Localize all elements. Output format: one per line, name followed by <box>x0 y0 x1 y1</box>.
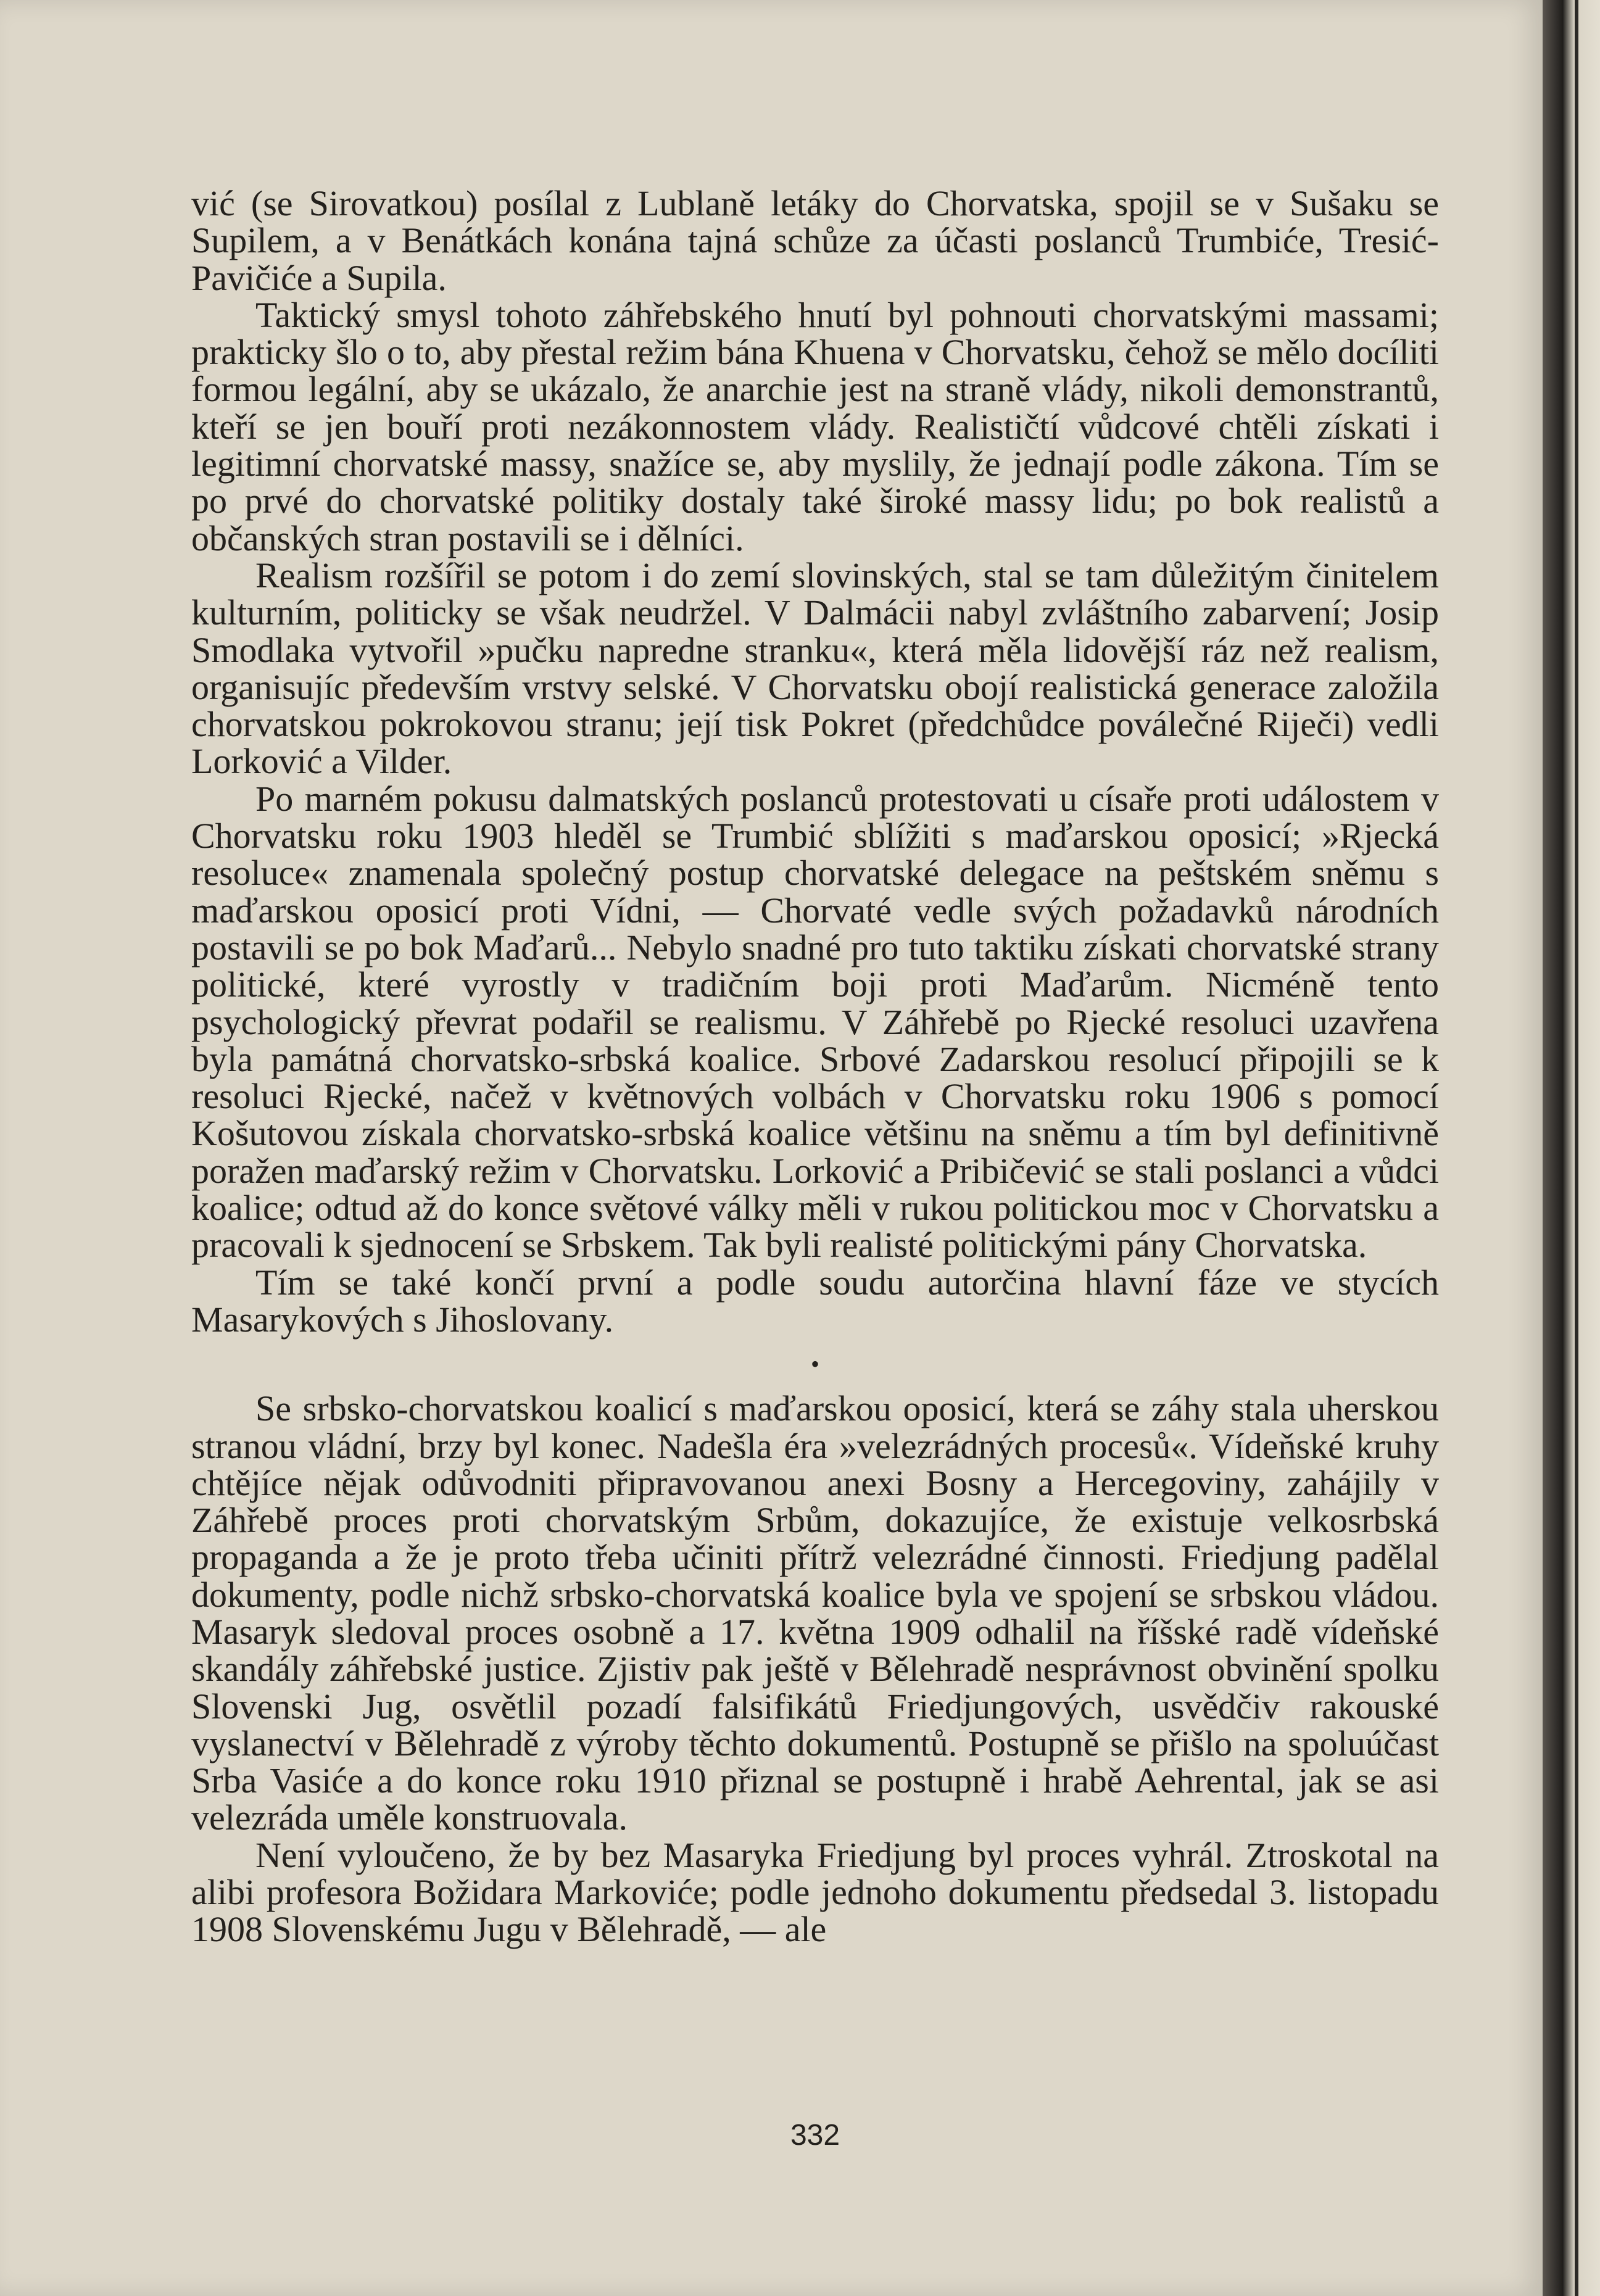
binding-gutter <box>1575 0 1578 2296</box>
section-break-mark: • <box>810 1350 819 1378</box>
next-page-edge <box>1543 0 1600 2296</box>
paragraph: vić (se Sirovatkou) posílal z Lublaně letáky do Chorvatska, spojil se v Sušaku se Supilem, a v Benátkách konána tajná schůze za účasti poslanců Trumbiće, Tresić-Pavičiće a Supila. <box>191 183 1439 298</box>
body-text <box>191 185 1439 1949</box>
page-number: 332 <box>790 2119 840 2152</box>
paragraph: Taktický smysl tohoto záhřebského hnutí byl pohnouti chorvatskými massami; prakticky šlo o to, aby přestal režim bána Khuena v Chorvatsku, čehož se mělo docíliti formou legální, aby se ukázalo, že anarchie jest na straně vlády, nikoli demonstrantů, kteří se jen bouří proti nezákonnostem vlády. Realističtí vůdcové chtěli získati i legitimní chorvatské massy, snažíce se, aby myslily, že jednají podle zákona. Tím se po prvé do chorvatské politiky dostaly také široké massy lidu; po bok realistů a občanských stran postavili se i dělníci. <box>191 294 1439 558</box>
paragraph: Realism rozšířil se potom i do zemí slovinských, stal se tam důležitým činitelem kulturním, politicky se však neudržel. V Dalmácii nabyl zvláštního zabarvení; Josip Smodlaka vytvořil »pučku napredne stranku«, která měla lidovější ráz než realism, organisujíc především vrstvy selské. V Chorvatsku obojí realistická generace založila chorvatskou pokrokovou stranu; její tisk Pokret (předchůdce poválečné Riječi) vedli Lorković a Vilder. <box>191 555 1439 782</box>
paragraph: Po marném pokusu dalmatských poslanců protestovati u císaře proti událostem v Chorvatsku roku 1903 hleděl se Trumbić sblížiti s maďarskou oposicí; »Rjecká resoluce« znamenala společný postup chorvatské delegace na peštském sněmu s maďarskou oposicí proti Vídni, — Chorvaté vedle svých požadavků národních postavili se po bok Maďarů... Nebylo snadné pro tuto taktiku získati chorvatské strany politické, které vyrostly v tradičním boji proti Maďarům. Nicméně tento psychologický převrat podařil se realismu. V Záhřebě po Rjecké resoluci uzavřena byla památná chorvatsko-srbská koalice. Srbové Zadarskou resolucí připojili se k resoluci Rjecké, načež v květnových volbách v Chorvatsku roku 1906 s pomocí Košutovou získala chorvatsko-srbská koalice většinu na sněmu a tím byl definitivně poražen maďarský režim v Chorvatsku. Lorković a Pribičević se stali poslanci a vůdci koalice; odtud až do konce světové války měli v rukou politickou moc v Chorvatsku a pracovali k sjednocení se Srbskem. Tak byli realisté politickými pány Chorvatska. <box>191 778 1439 1266</box>
paragraph: Není vyloučeno, že by bez Masaryka Friedjung byl proces vyhrál. Ztroskotal na alibi profesora Božidara Markoviće; podle jednoho dokumentu předsedal 3. listopadu 1908 Slovenskému Jugu v Bělehradě, — ale <box>191 1834 1439 1950</box>
paragraph: Se srbsko-chorvatskou koalicí s maďarskou oposicí, která se záhy stala uherskou stranou vládní, brzy byl konec. Nadešla éra »velezrádných procesů«. Vídeňské kruhy chtějíce nějak odůvodniti připravovanou anexi Bosny a Hercegoviny, zahájily v Záhřebě proces proti chorvatským Srbům, dokazujíce, že existuje velkosrbská propaganda a že je proto třeba učiniti přítrž velezrádné činnosti. Friedjung padělal dokumenty, podle nichž srbsko-chorvatská koalice byla ve spojení se srbskou vládou. Masaryk sledoval proces osobně a 17. května 1909 odhalil na říšské radě vídeňské skandály záhřebské justice. Zjistiv pak ještě v Bělehradě nesprávnost obvinění spolku Slovenski Jug, osvětlil pozadí falsifikátů Friedjungových, usvědčiv rakouské vyslanectví v Bělehradě z výroby těchto dokumentů. Postupně se přišlo na spoluúčast Srba Vasiće a do konce roku 1910 přiznal se postupně i hrabě Aehrental, jak se asi velezráda uměle konstruovala. <box>191 1388 1439 1838</box>
paragraph: Tím se také končí první a podle soudu autorčina hlavní fáze ve stycích Masarykových s Jihoslovany. <box>191 1262 1439 1340</box>
